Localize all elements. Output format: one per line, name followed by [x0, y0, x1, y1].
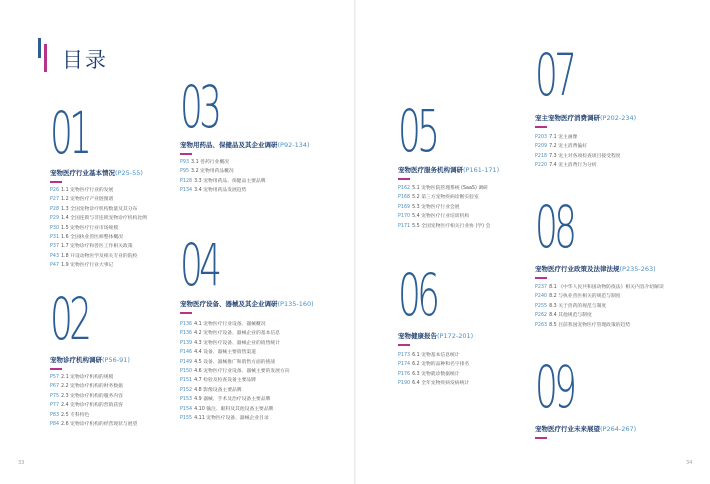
item-text: 5.3 宠物医疗行业会展 — [412, 204, 460, 210]
section-divider — [398, 178, 410, 180]
item-text: 3.4 宠物用药品发展趋势 — [194, 188, 247, 194]
item-page: P152 — [180, 387, 193, 393]
item-text: 2.1 宠物诊疗机构的规模 — [61, 375, 114, 380]
item-text: 7.2 宠主消费偏好 — [549, 144, 587, 150]
section-number: 05 — [398, 97, 437, 165]
toc-item[interactable] — [50, 195, 147, 204]
section-number: 07 — [535, 41, 574, 109]
item-page: P155 — [180, 416, 193, 422]
item-page: P237 — [535, 285, 548, 290]
item-text: 1.2 宠物医疗产业链图谱 — [61, 197, 114, 203]
item-page: P93 — [180, 160, 189, 165]
toc-item[interactable] — [535, 302, 664, 311]
item-text: 6.2 宠物的品种和名字排名 — [412, 362, 470, 368]
section-divider — [180, 153, 192, 155]
section-range: (P161-171) — [463, 166, 500, 174]
item-text: 6.4 全年宠物疾病发病统计 — [412, 381, 470, 387]
item-page: P30 — [50, 225, 59, 231]
item-page: P162 — [398, 186, 411, 191]
item-text: 2.3 宠物诊疗机构的服务内容 — [61, 393, 123, 399]
section-title-text: 宠物用药品、保健品及其企业调研 — [180, 141, 278, 149]
item-page: P57 — [50, 375, 59, 380]
section-item-list — [535, 133, 621, 171]
toc-item[interactable] — [50, 392, 137, 401]
section-title-text: 宠主宠物医疗消费调研 — [535, 114, 600, 122]
item-text: 4.9 器械、手术及治疗设备主要品牌 — [194, 397, 271, 403]
section-title — [50, 355, 130, 364]
toc-item[interactable] — [535, 311, 664, 320]
item-text: 4.4 设备、器械主要销售渠道 — [194, 350, 256, 356]
item-page: P84 — [50, 422, 59, 428]
section-title — [398, 331, 473, 340]
toc-item[interactable] — [180, 358, 290, 367]
section-item-list — [398, 351, 469, 389]
item-page: P218 — [535, 153, 548, 159]
item-text: 6.3 宠物就诊数据统计 — [412, 371, 460, 377]
item-page: P128 — [180, 178, 193, 184]
section-number: 08 — [535, 193, 574, 261]
toc-item[interactable] — [50, 186, 147, 195]
section-title — [398, 165, 499, 174]
page-spine — [354, 0, 356, 484]
item-page: P203 — [535, 135, 548, 140]
section-range: (P135-160) — [277, 300, 314, 308]
item-page: P174 — [398, 362, 411, 368]
item-text: 1.9 宠物医疗行业大事记 — [61, 263, 114, 269]
section-number: 02 — [50, 285, 89, 353]
toc-item[interactable] — [50, 233, 147, 242]
item-text: 2.5 专科特色 — [61, 412, 90, 418]
section-item-list — [50, 186, 147, 271]
section-divider — [50, 181, 62, 183]
section-divider — [535, 277, 547, 279]
item-page: P47 — [50, 263, 59, 269]
item-page: P26 — [50, 188, 59, 193]
item-page: P220 — [535, 163, 548, 169]
section-item-list — [50, 373, 137, 429]
item-page: P190 — [398, 381, 411, 387]
section-title — [180, 299, 314, 308]
item-text: 4.7 检验及检查设备主要品牌 — [194, 378, 256, 384]
toc-item[interactable] — [50, 214, 147, 223]
item-text: 4.11 宠物医疗设备、器械企业目录 — [194, 416, 269, 422]
item-text: 7.4 宠主消费行为分析 — [549, 163, 597, 169]
item-page: P150 — [180, 369, 193, 375]
item-text: 1.7 宠物诊疗和兽医工作相关政策 — [61, 244, 133, 250]
toc-item[interactable] — [50, 261, 147, 270]
toc-item[interactable] — [535, 161, 621, 170]
item-page: P170 — [398, 214, 411, 220]
toc-item[interactable] — [180, 395, 290, 404]
accent-bar-pink — [44, 44, 47, 72]
item-text: 1.4 全国连锁与非连锁宠物诊疗机构比例 — [61, 216, 147, 222]
toc-item[interactable] — [180, 339, 290, 348]
section-item-list — [180, 320, 290, 423]
item-page: P28 — [50, 206, 59, 212]
section-divider — [180, 312, 192, 314]
toc-item[interactable] — [398, 203, 490, 212]
section-title — [180, 140, 310, 149]
section-range: (P264-267) — [600, 425, 637, 433]
section-title — [535, 264, 656, 273]
toc-item[interactable] — [398, 193, 490, 202]
section-range: (P56-91) — [102, 356, 130, 364]
toc-item[interactable] — [398, 360, 469, 369]
toc-item[interactable] — [535, 133, 621, 142]
item-text: 8.5 目前我国宠物医疗管理政策的趋势 — [549, 322, 631, 328]
item-text: 8.2 与执业兽医相关的规范与制度 — [549, 294, 621, 300]
toc-item[interactable] — [535, 152, 621, 161]
toc-item[interactable] — [50, 382, 137, 391]
item-text: 8.1 《中华人民共和国动物防疫法》相关内容介绍解读 — [549, 285, 664, 290]
section-item-list — [398, 184, 490, 231]
toc-item[interactable] — [180, 414, 290, 423]
toc-title: 目录 — [62, 48, 108, 72]
toc-item[interactable] — [180, 329, 290, 338]
section-divider — [398, 344, 410, 346]
item-text: 5.4 宠物医疗行业培训机构 — [412, 214, 470, 220]
item-page: P43 — [50, 253, 59, 259]
toc-item[interactable] — [535, 292, 664, 301]
item-text: 4.8 影像设备主要品牌 — [194, 387, 242, 393]
section-range: (P202-234) — [600, 114, 637, 122]
item-text: 3.2 宠物用药品概况 — [191, 169, 234, 175]
item-text: 1.8 开设动物医学及相关专业的院校 — [61, 253, 138, 259]
item-text: 5.2 第三方宠物疾病诊断实验室 — [412, 195, 479, 201]
toc-item[interactable] — [180, 186, 266, 195]
toc-item[interactable] — [50, 373, 137, 382]
item-page: P240 — [535, 294, 548, 300]
item-page: P83 — [50, 412, 59, 418]
toc-item[interactable] — [398, 379, 469, 388]
section-number: 01 — [50, 99, 89, 167]
toc-item[interactable] — [398, 351, 469, 360]
item-page: P134 — [180, 188, 193, 194]
item-page: P168 — [398, 195, 411, 201]
item-text: 4.10 输注、眼科及其他设备主要品牌 — [194, 406, 274, 412]
section-title-text: 宠物医疗行业未来展望 — [535, 425, 600, 433]
item-page: P67 — [50, 384, 59, 390]
item-text: 5.5 全国宠物医疗相关行业协 (学) 会 — [412, 223, 491, 229]
section-divider — [535, 126, 547, 128]
section-title-text: 宠物医疗行业基本情况 — [50, 169, 115, 177]
toc-item[interactable] — [180, 367, 290, 376]
section-title-text: 宠物医疗设备、器械及其企业调研 — [180, 300, 278, 308]
item-page: P95 — [180, 169, 189, 175]
item-text: 3.3 宠物用药品、保健品主要品牌 — [194, 178, 266, 184]
item-text: 8.4 其他规范与制度 — [549, 313, 592, 319]
item-page: P171 — [398, 223, 411, 229]
item-page: P37 — [50, 244, 59, 250]
item-text: 4.3 宠物医疗设备、器械企业的销售统计 — [194, 340, 280, 346]
item-page: P255 — [535, 303, 548, 309]
toc-item[interactable] — [398, 222, 490, 231]
accent-bar-blue — [38, 38, 41, 58]
item-text: 2.2 宠物诊疗机构的财务数据 — [61, 384, 123, 390]
item-page: P154 — [180, 406, 193, 412]
section-number: 04 — [180, 231, 219, 299]
section-title — [535, 424, 636, 433]
item-page: P173 — [398, 353, 411, 358]
item-page: P29 — [50, 216, 59, 222]
item-text: 2.4 宠物诊疗机构的营销获客 — [61, 403, 123, 409]
item-text: 7.3 宠主对各项检查项目接受程度 — [549, 153, 621, 159]
item-text: 1.5 宠物医疗行业市场规模 — [61, 225, 119, 231]
item-text: 7.1 宠主画像 — [549, 135, 578, 140]
item-text: 4.1 宠物医疗行业设备、器械概况 — [194, 322, 266, 327]
section-title-text: 宠物医疗服务机构调研 — [398, 166, 463, 174]
item-text: 5.1 宠物医院管理系统 (SaaS) 调研 — [412, 186, 488, 191]
section-item-list — [180, 158, 266, 196]
item-page: P77 — [50, 403, 59, 409]
section-range: (P235-263) — [619, 265, 656, 273]
section-item-list — [535, 283, 664, 330]
toc-item[interactable] — [180, 348, 290, 357]
item-page: P263 — [535, 322, 548, 328]
toc-item[interactable] — [50, 252, 147, 261]
toc-item[interactable] — [50, 224, 147, 233]
section-divider — [535, 437, 547, 439]
item-page: P176 — [398, 371, 411, 377]
page-number-right: 34 — [686, 460, 693, 466]
item-page: P262 — [535, 313, 548, 319]
item-text: 3.1 兽药行业概况 — [191, 160, 229, 165]
item-page: P209 — [535, 144, 548, 150]
item-page: P27 — [50, 197, 59, 203]
toc-item[interactable] — [50, 401, 137, 410]
toc-item[interactable] — [180, 167, 266, 176]
section-range: (P25-55) — [115, 169, 143, 177]
section-range: (P172-201) — [437, 332, 474, 340]
toc-item[interactable] — [180, 405, 290, 414]
toc-item[interactable] — [180, 320, 290, 329]
item-page: P153 — [180, 397, 193, 403]
item-text: 1.3 全国宠物诊疗机构数量及其分布 — [61, 206, 138, 212]
toc-item[interactable] — [398, 370, 469, 379]
item-text: 4.2 宠物医疗设备、器械企业的基本信息 — [194, 331, 280, 337]
section-range: (P92-134) — [277, 141, 310, 149]
toc-item[interactable] — [398, 212, 490, 221]
section-title — [535, 113, 636, 122]
toc-item[interactable] — [180, 376, 290, 385]
item-page: P136 — [180, 331, 193, 337]
item-text: 1.1 宠物医疗行业的发展 — [61, 188, 114, 193]
toc-item[interactable] — [50, 420, 137, 429]
section-title-text: 宠物健康报告 — [398, 332, 437, 340]
page-number-left: 33 — [18, 460, 25, 466]
item-text: 1.6 全国执业兽医师整体概况 — [61, 235, 123, 241]
section-number: 06 — [398, 261, 437, 329]
section-number: 03 — [180, 73, 219, 141]
section-number: 09 — [535, 353, 574, 421]
item-page: P75 — [50, 393, 59, 399]
toc-item[interactable] — [398, 184, 490, 193]
toc-item[interactable] — [535, 321, 664, 330]
item-text: 8.3 关于兽药的规范与制度 — [549, 303, 607, 309]
item-text: 4.6 宠物医疗行业设备、器械主要的发展方向 — [194, 369, 290, 375]
section-divider — [50, 368, 62, 370]
item-text: 4.5 设备、器械推广和销售方面的挑战 — [194, 359, 276, 365]
toc-item[interactable] — [50, 242, 147, 251]
toc-item[interactable] — [180, 158, 266, 167]
section-title-text: 宠物医疗行业政策及法律法规 — [535, 265, 620, 273]
item-page: P31 — [50, 235, 59, 241]
toc-item[interactable] — [50, 411, 137, 420]
toc-item[interactable] — [50, 205, 147, 214]
item-page: P136 — [180, 322, 193, 327]
item-page: P146 — [180, 350, 193, 356]
item-page: P151 — [180, 378, 193, 384]
item-page: P169 — [398, 204, 411, 210]
toc-item[interactable] — [180, 386, 290, 395]
item-text: 2.6 宠物诊疗机构的经营现状与展望 — [61, 422, 138, 428]
item-text: 6.1 宠物基本信息统计 — [412, 353, 460, 358]
item-page: P139 — [180, 340, 193, 346]
toc-item[interactable] — [180, 177, 266, 186]
section-title-text: 宠物诊疗机构调研 — [50, 356, 102, 364]
toc-item[interactable] — [535, 283, 664, 292]
toc-item[interactable] — [535, 142, 621, 151]
item-page: P149 — [180, 359, 193, 365]
section-title — [50, 168, 143, 177]
